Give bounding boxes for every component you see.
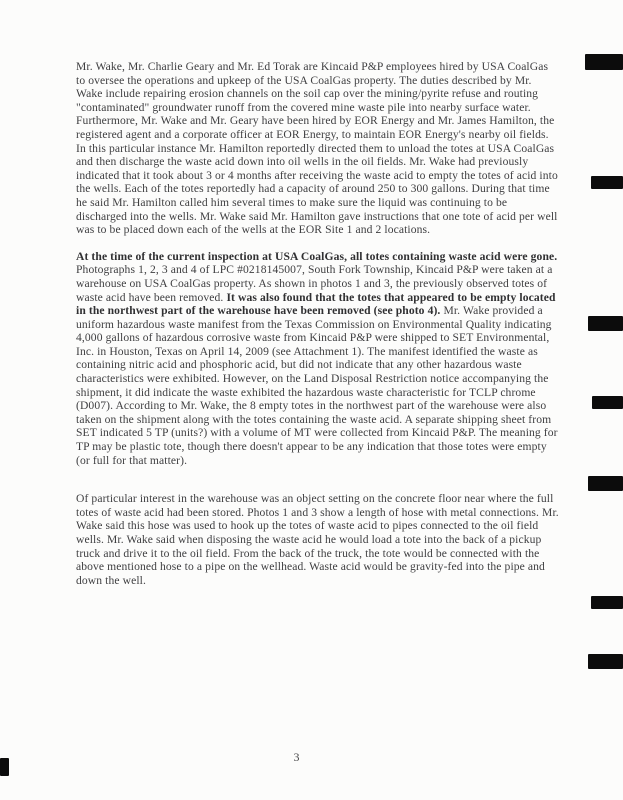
text-segment: Of particular interest in the warehouse was an object setting on the concrete floor near where the full totes of waste acid had been stored. Photos 1 and 3 show a length of hose with metal connections. Mr. Wake said this hose was used to hook up the totes of waste acid to pipes connected to the oil field wells. Mr. Wake said when disposing the waste acid he would load a tote into the back of a pickup truck and drive it to the oil field. From the back of the truck, the tote would be connected with the above mentioned hose to a pipe on the wellhead. Waste acid would be gravity-fed into the pipe and down the well.	[76, 492, 559, 587]
paragraph-3	[76, 492, 560, 587]
page-number: 3	[293, 750, 300, 764]
scan-artifact-right-7	[588, 654, 623, 669]
text-segment-bold: At the time of the current inspection at USA CoalGas, all totes containing waste acid were gone.	[76, 249, 558, 263]
text-segment: Photographs 1, 2, 3 and 4 of LPC #0218145007, South Fork Township, Kincaid P&P were taken at a warehouse on USA CoalGas property. As shown in photos 1 and 3, the previously observed totes of waste acid have been removed.	[76, 263, 553, 304]
scan-artifact-right-3	[588, 316, 623, 331]
text-segment: Mr. Wake, Mr. Charlie Geary and Mr. Ed Torak are Kincaid P&P employees hired by USA CoalGas to oversee the operations and upkeep of the USA CoalGas property. The duties described by Mr. Wake include repairing erosion channels on the soil cap over the mining/pyrite refuse and routing "contaminated" groundwater runoff from the covered mine waste pile into nearby surface water. Furthermore, Mr. Wake and Mr. Geary have been hired by EOR Energy and Mr. James Hamilton, the registered agent and a corporate officer at EOR Energy, to maintain EOR Energy's nearby oil fields. In this particular instance Mr. Hamilton reportedly directed them to unload the totes at USA CoalGas and then discharge the waste acid down into oil wells in the oil fields. Mr. Wake had previously indicated that it took about 3 or 4 months after receiving the waste acid to empty the totes of acid into the wells. Each of the totes reportedly had a capacity of around 250 to 300 gallons. During that time he said Mr. Hamilton called him several times to make sure the liquid was continuing to be discharged into the wells. Mr. Wake said Mr. Hamilton gave instructions that one tote of acid per well was to be placed down each of the wells at the EOR Site 1 and 2 locations.	[76, 60, 558, 237]
scan-artifact-right-6	[591, 596, 623, 609]
paragraph-2	[76, 250, 560, 468]
scan-artifact-right-4	[592, 396, 623, 409]
text-block	[76, 60, 560, 587]
text-segment: Mr. Wake provided a uniform hazardous waste manifest from the Texas Commission on Environmental Quality indicating 4,000 gallons of hazardous corrosive waste from Kincaid P&P were shipped to SET Environmental, Inc. in Houston, Texas on April 14, 2009 (see Attachment 1). The manifest identified the waste as containing nitric acid and phosphoric acid, but did not indicate that any other hazardous waste characteristics were exhibited. However, on the Land Disposal Restriction notice accompanying the shipment, it did indicate the waste exhibited the hazardous waste characteristic for TCLP chrome (D007). According to Mr. Wake, the 8 empty totes in the northwest part of the warehouse were also taken on the shipment along with the totes containing the waste acid. A separate shipping sheet from SET indicated 5 TP (units?) with a volume of MT were collected from Kincaid P&P. The meaning for TP may be plastic tote, though there doesn't appear to be any indication that those totes were empty (or full for that matter).	[76, 304, 558, 467]
scan-artifact-left-bottom	[0, 758, 9, 776]
scan-artifact-right-2	[591, 176, 623, 189]
scan-artifact-right-1	[585, 54, 623, 70]
scan-artifact-right-5	[588, 476, 623, 491]
text-segment-bold: It was also found that the totes that appeared to be empty located in the northwest part of the warehouse have been removed (see photo 4).	[76, 290, 556, 318]
paragraph-1	[76, 60, 560, 237]
